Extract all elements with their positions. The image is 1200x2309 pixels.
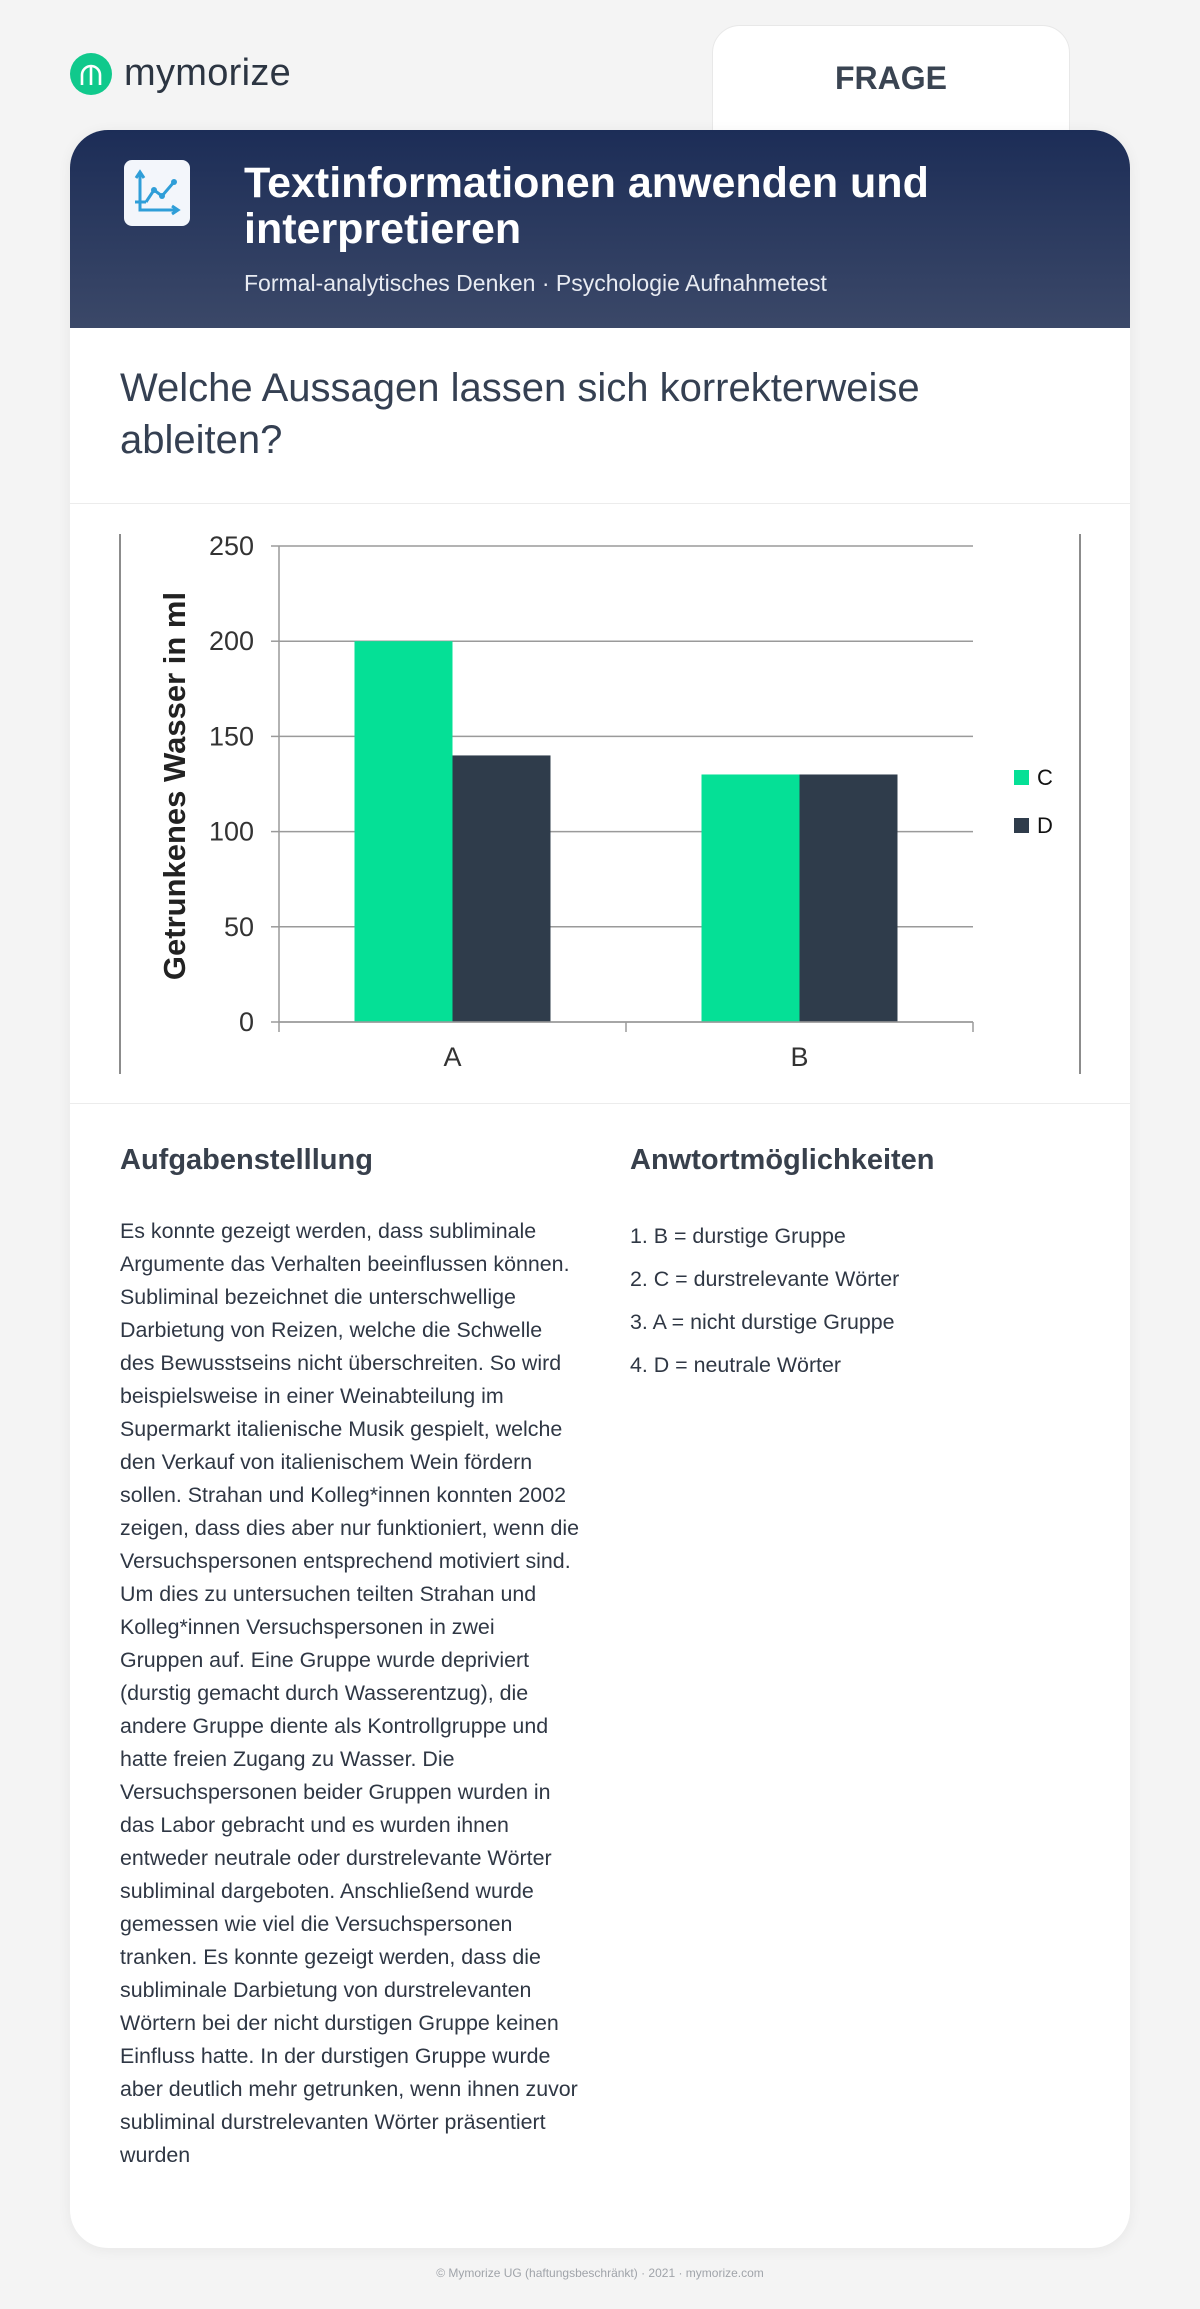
y-tick-label: 150 <box>208 721 254 752</box>
legend-swatch-D <box>1014 818 1029 833</box>
legend-label-D: D <box>1037 813 1053 838</box>
bar-D-B <box>800 774 898 1022</box>
content-columns <box>70 1104 1130 2172</box>
task-section <box>120 1144 630 2172</box>
brand-logo[interactable] <box>70 52 291 95</box>
brand-name: mymorize <box>124 52 292 94</box>
card-header <box>70 130 1130 328</box>
y-tick-label: 200 <box>208 626 254 657</box>
card-subtitle: Formal-analytisches Denken · Psychologie Aufnahmetest <box>244 270 827 296</box>
footer-copyright: © Mymorize UG (haftungsbeschränkt) · 2021 · mymorize.com <box>436 2266 764 2280</box>
bar-C-A <box>355 641 453 1022</box>
x-tick-label: B <box>790 1042 809 1072</box>
bar-chart <box>70 504 1130 1104</box>
answer-option[interactable]: 1. B = durstige Gruppe <box>630 1224 846 1248</box>
chart-trend-icon <box>124 160 190 226</box>
answer-option[interactable]: 3. A = nicht durstige Gruppe <box>630 1310 895 1334</box>
answers-section <box>630 1144 1080 2172</box>
legend-label-C: C <box>1037 765 1053 790</box>
brand-logo-icon <box>70 53 112 95</box>
answer-option[interactable]: 4. D = neutrale Wörter <box>630 1353 842 1377</box>
task-title: Aufgabenstelllung <box>120 1144 373 1176</box>
card-title: Textinformationen anwenden und interpretieren <box>244 159 929 253</box>
legend-swatch-C <box>1014 770 1029 785</box>
y-tick-label: 50 <box>223 911 254 942</box>
question-card <box>70 130 1130 2248</box>
bar-D-A <box>453 755 551 1022</box>
task-text: Es konnte gezeigt werden, dass subliminale Argumente das Verhalten beeinflussen können. Subliminal bezeichnet die unterschwellige Darbietung von Reizen, welche die Schwelle des Bewusstseins nicht überschreiten. So wird beispielsweise in einer Weinabteilung im Supermarkt italienische Musik gespielt, welche den Verkauf von italienischem Wein fördern sollen. Strahan und Kolleg*innen konnten 2002 zeigen, dass dies aber nur funktioniert, wenn die Versuchspersonen entsprechend motiviert sind. Um dies zu untersuchen teilten Strahan und Kolleg*innen Versuchspersonen in zwei Gruppen auf. Eine Gruppe wurde depriviert (durstig gemacht durch Wasserentzug), die andere Gruppe diente als Kontrollgruppe und hatte freien Zugang zu Wasser. Die Versuchspersonen beider Gruppen wurden in das Labor gebracht und es wurden ihnen entweder neutrale oder durstrelevante Wörter subliminal dargeboten. Anschließend wurde gemessen wie viel die Versuchspersonen tranken. Es konnte gezeigt werden, dass die subliminale Darbietung von durstrelevanten Wörtern bei der nicht durstigen Gruppe keinen Einfluss hatte. In der durstigen Gruppe wurde aber deutlich mehr getrunken, wenn ihnen zuvor subliminal durstrelevanten Wörter präsentiert wurden <box>120 1219 579 2167</box>
answers-title: Anwtortmöglichkeiten <box>630 1144 935 1176</box>
y-axis-label: Getrunkenes Wasser in ml <box>157 591 192 981</box>
tab-frage-label: FRAGE <box>835 60 947 96</box>
y-tick-label: 100 <box>208 816 254 847</box>
y-tick-label: 250 <box>208 531 254 561</box>
answer-option[interactable]: 2. C = durstrelevante Wörter <box>630 1267 900 1291</box>
bar-C-B <box>702 774 800 1022</box>
y-tick-label: 0 <box>238 1007 254 1037</box>
question-text: Welche Aussagen lassen sich korrekterweise ableiten? <box>70 328 1130 504</box>
x-tick-label: A <box>443 1042 462 1072</box>
